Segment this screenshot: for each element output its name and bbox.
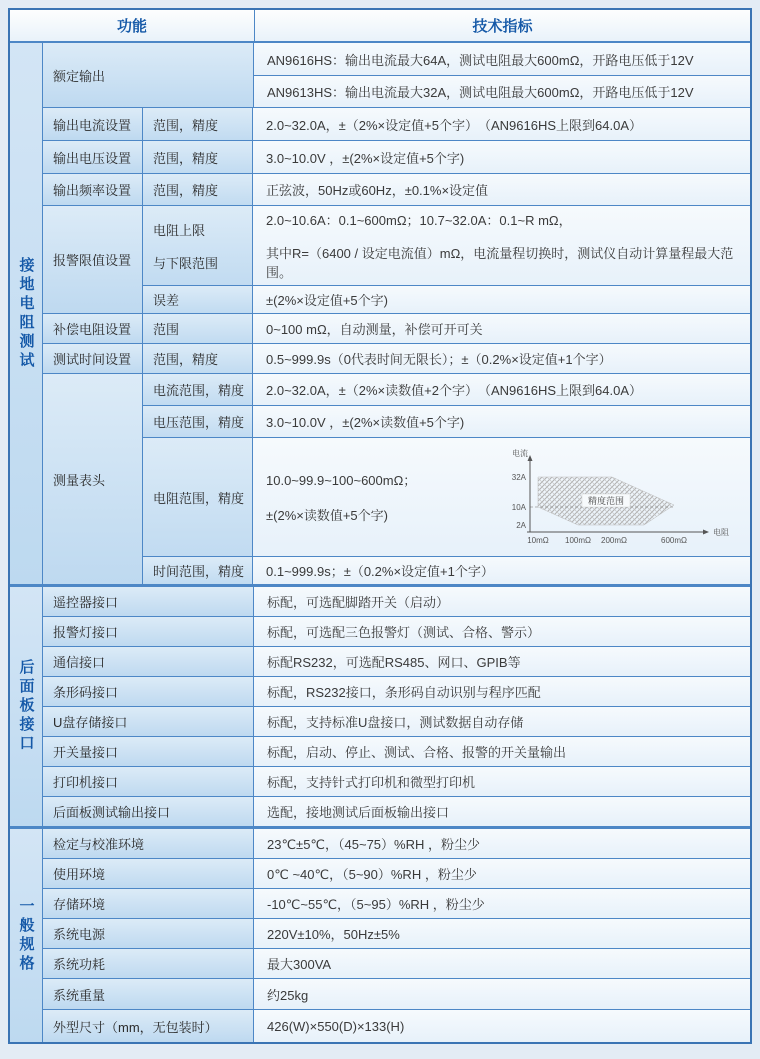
- function-cell: 使用环境: [43, 859, 254, 888]
- function-cell: 通信接口: [43, 647, 254, 676]
- spec-line: 0℃ ~40℃，（5~90）%RH ，粉尘少: [267, 867, 477, 882]
- function-cell: 存储环境: [43, 889, 254, 918]
- function-group: [43, 1009, 750, 1042]
- table-row: [254, 949, 750, 978]
- spec-line: 标配RS232，可选配RS485、网口、GPIB等: [267, 655, 521, 670]
- spec-cell: [254, 737, 750, 766]
- spec-cell: [254, 767, 750, 796]
- spec-lines: [267, 954, 331, 973]
- sub-cell: [143, 141, 253, 173]
- spec-lines: [267, 82, 694, 101]
- x-axis-label: 电阻: [713, 528, 729, 537]
- function-group: [43, 646, 750, 676]
- group-rows: [254, 677, 750, 706]
- spec-line: 3.0~10.0V ，±(2%×设定值+5个字): [266, 150, 465, 166]
- spec-line: AN9616HS：输出电流最大64A，测试电阻最大600mΩ，开路电压低于12V: [267, 52, 694, 68]
- spec-lines: [266, 148, 464, 167]
- y-axis-arrow: [528, 455, 533, 461]
- spec-line: ±(2%×读数值+5个字): [266, 508, 388, 523]
- function-cell: 条形码接口: [43, 677, 254, 706]
- table-row: [143, 206, 750, 285]
- sub-label: 与下限范围: [153, 255, 219, 271]
- table-row: [254, 919, 750, 948]
- section-groups: [43, 43, 750, 584]
- spec-line: 3.0~10.0V ，±(2%×读数值+5个字): [266, 415, 465, 430]
- group-rows: [254, 707, 750, 736]
- sub-label: 电压范围，精度: [153, 415, 245, 430]
- function-group: [43, 343, 750, 373]
- group-rows: [143, 141, 750, 173]
- spec-cell: [254, 979, 750, 1009]
- table-section: [10, 43, 750, 584]
- spec-line: 选配，接地测试后面板输出接口: [267, 805, 450, 820]
- spec-lines: [267, 50, 694, 69]
- group-rows: [254, 587, 750, 616]
- spec-lines: [267, 682, 541, 701]
- spec-lines: [267, 802, 449, 821]
- spec-cell: [254, 76, 750, 107]
- spec-lines: [266, 115, 642, 134]
- group-rows: [254, 647, 750, 676]
- function-cell: 补偿电阻设置: [43, 314, 143, 343]
- table-row: [143, 108, 750, 140]
- function-cell: 输出频率设置: [43, 174, 143, 205]
- spec-cell: [253, 206, 750, 285]
- function-group: [43, 313, 750, 343]
- function-cell: 后面板测试输出接口: [43, 797, 254, 826]
- group-rows: [254, 617, 750, 646]
- x-tick-100mohm: 100mΩ: [565, 536, 591, 545]
- spec-line: 标配，启动、停止、测试、合格、报警的开关量输出: [267, 745, 567, 760]
- spec-cell: [254, 707, 750, 736]
- table-header-row: [10, 10, 750, 43]
- sub-label: 范围，精度: [153, 183, 219, 198]
- sub-label: 时间范围，精度: [153, 564, 245, 579]
- table-row: [254, 889, 750, 918]
- function-cell: U盘存储接口: [43, 707, 254, 736]
- y-tick-10A: 10A: [511, 503, 526, 512]
- table-section: [10, 584, 750, 826]
- spec-cell: [254, 647, 750, 676]
- function-group: [43, 829, 750, 858]
- spec-lines: [267, 894, 485, 913]
- spec-lines: [267, 742, 566, 761]
- spec-lines: [266, 470, 416, 524]
- sub-cell: [143, 438, 253, 556]
- spec-line: 最大300VA: [267, 957, 332, 972]
- function-group: [43, 616, 750, 646]
- spec-lines: [266, 412, 464, 431]
- spec-cell: [254, 677, 750, 706]
- spec-cell: [253, 108, 750, 140]
- spec-lines: [266, 561, 494, 580]
- function-cell: 系统重量: [43, 979, 254, 1009]
- function-group: [43, 918, 750, 948]
- group-rows: [254, 797, 750, 826]
- function-group: [43, 706, 750, 736]
- table-row: [254, 979, 750, 1009]
- spec-cell: [253, 141, 750, 173]
- sub-label: 电阻范围，精度: [153, 490, 245, 506]
- group-rows: [254, 949, 750, 978]
- section-label: 后面板接口: [10, 587, 43, 826]
- spec-lines: [267, 592, 449, 611]
- spec-line: 标配，可选配三色报警灯（测试、合格、警示）: [267, 625, 541, 640]
- section-groups: [43, 829, 750, 1042]
- spec-line: 标配，可选配脚踏开关（启动）: [267, 595, 450, 610]
- bottom-margin: [8, 1044, 752, 1059]
- function-cell: 打印机接口: [43, 767, 254, 796]
- function-group: [43, 373, 750, 584]
- function-cell: 额定输出: [43, 43, 254, 107]
- spec-cell: [254, 859, 750, 888]
- table-row: [143, 174, 750, 205]
- function-cell: 外型尺寸（mm，无包装时）: [43, 1010, 254, 1042]
- spec-cell: [254, 889, 750, 918]
- group-rows: [143, 206, 750, 313]
- function-group: [43, 948, 750, 978]
- spec-lines: [267, 772, 475, 791]
- table-row: [143, 314, 750, 343]
- function-cell: 系统功耗: [43, 949, 254, 978]
- function-cell: 输出电压设置: [43, 141, 143, 173]
- function-group: [43, 140, 750, 173]
- function-cell: 测试时间设置: [43, 344, 143, 373]
- spec-line: 23℃±5℃，（45~75）%RH ，粉尘少: [267, 837, 480, 852]
- spec-cell: [254, 587, 750, 616]
- y-tick-32A: 32A: [511, 473, 526, 482]
- table-row: [143, 285, 750, 313]
- function-group: [43, 43, 750, 107]
- sub-label: 电阻上限: [153, 222, 206, 238]
- spec-cell: [254, 797, 750, 826]
- spec-line: 标配，RS232接口，条形码自动识别与程序匹配: [267, 685, 541, 700]
- spec-line: 426(W)×550(D)×133(H): [267, 1018, 405, 1034]
- spec-cell: [253, 314, 750, 343]
- spec-cell: [253, 174, 750, 205]
- table-row: [254, 75, 750, 107]
- group-rows: [254, 889, 750, 918]
- table-row: [254, 797, 750, 826]
- function-group: [43, 173, 750, 205]
- table-row: [143, 374, 750, 405]
- table-row: [254, 859, 750, 888]
- function-group: [43, 858, 750, 888]
- sub-cell: [143, 174, 253, 205]
- spec-lines: [267, 864, 477, 883]
- spec-cell: [253, 406, 750, 437]
- y-tick-2A: 2A: [516, 521, 526, 530]
- spec-table: [8, 8, 752, 1044]
- spec-cell: [253, 344, 750, 373]
- group-rows: [143, 374, 750, 584]
- function-cell: 测量表头: [43, 374, 143, 584]
- spec-cell: [253, 557, 750, 584]
- table-row: [254, 617, 750, 646]
- spec-line: 正弦波，50Hz或60Hz，±0.1%×设定值: [266, 183, 489, 198]
- x-tick-10mohm: 10mΩ: [527, 536, 549, 545]
- table-row: [254, 43, 750, 75]
- function-cell: 报警灯接口: [43, 617, 254, 646]
- function-cell: 开关量接口: [43, 737, 254, 766]
- spec-line: 标配，支持标准U盘接口，测试数据自动存储: [267, 715, 524, 730]
- spec-line: 0.1~999.9s；±（0.2%×设定值+1个字）: [266, 564, 494, 579]
- function-group: [43, 978, 750, 1009]
- group-rows: [254, 829, 750, 858]
- spec-table-body: [10, 43, 750, 1042]
- function-cell: 输出电流设置: [43, 108, 143, 140]
- sub-label: 误差: [153, 293, 180, 308]
- header-function: 功能: [10, 10, 255, 41]
- function-group: [43, 766, 750, 796]
- group-rows: [143, 108, 750, 140]
- spec-cell: [254, 949, 750, 978]
- section-groups: [43, 587, 750, 826]
- table-row: [254, 767, 750, 796]
- sub-label: 范围，精度: [153, 150, 219, 166]
- group-rows: [143, 344, 750, 373]
- header-spec: 技术指标: [255, 10, 750, 41]
- function-group: [43, 205, 750, 313]
- group-rows: [254, 979, 750, 1009]
- y-axis-label: 电流: [512, 449, 528, 458]
- spec-line: 10.0~99.9~100~600mΩ；: [266, 473, 417, 488]
- spec-line: 0.5~999.9s（0代表时间无限长）；±（0.2%×设定值+1个字）: [266, 352, 612, 367]
- spec-line: 2.0~32.0A，±（2%×设定值+5个字） （AN9616HS上限到64.0A）: [266, 117, 642, 133]
- table-row: [254, 587, 750, 616]
- section-label: 接地电阻测试: [10, 43, 43, 584]
- spec-lines: [266, 180, 488, 199]
- function-cell: 遥控器接口: [43, 587, 254, 616]
- table-row: [143, 344, 750, 373]
- sub-cell: [143, 557, 253, 584]
- table-row: [143, 141, 750, 173]
- spec-cell: [254, 829, 750, 858]
- spec-cell: [254, 43, 750, 75]
- function-group: [43, 587, 750, 616]
- sub-label: 范围，精度: [153, 117, 219, 133]
- group-rows: [143, 174, 750, 205]
- sub-cell: [143, 314, 253, 343]
- x-axis-arrow: [703, 530, 709, 535]
- spec-cell: [253, 374, 750, 405]
- x-tick-200mohm: 200mΩ: [601, 536, 627, 545]
- group-rows: [254, 737, 750, 766]
- table-row: [254, 707, 750, 736]
- spec-lines: [267, 1019, 404, 1034]
- sub-cell: [143, 108, 253, 140]
- section-label: 一般规格: [10, 829, 43, 1042]
- function-cell: 系统电源: [43, 919, 254, 948]
- spec-line: 2.0~32.0A，±（2%×读数值+2个字） （AN9616HS上限到64.0A）: [266, 383, 642, 398]
- sub-cell: [143, 206, 253, 285]
- function-group: [43, 888, 750, 918]
- function-cell: 报警限值设置: [43, 206, 143, 313]
- function-group: [43, 736, 750, 766]
- sub-cell: [143, 344, 253, 373]
- spec-line: 2.0~10.6A：0.1~600mΩ；10.7~32.0A：0.1~R mΩ，: [266, 213, 572, 228]
- table-row: [143, 556, 750, 584]
- group-rows: [254, 859, 750, 888]
- spec-lines: [267, 622, 540, 641]
- spec-lines: [266, 380, 642, 399]
- spec-cell: [254, 919, 750, 948]
- function-group: [43, 676, 750, 706]
- sub-label: 范围: [153, 322, 180, 337]
- spec-lines: [267, 924, 400, 943]
- spec-lines: [267, 652, 521, 671]
- spec-lines: [266, 319, 483, 338]
- spec-line: 220V±10%，50Hz±5%: [267, 927, 400, 942]
- spec-line: 0~100 mΩ，自动测量，补偿可开可关: [266, 322, 483, 337]
- table-row: [254, 829, 750, 858]
- spec-lines: [267, 712, 523, 731]
- spec-cell: [253, 286, 750, 313]
- spec-cell: [254, 617, 750, 646]
- x-tick-600mohm: 600mΩ: [661, 536, 687, 545]
- sub-cell: [143, 374, 253, 405]
- group-rows: [254, 767, 750, 796]
- table-row: [143, 405, 750, 437]
- table-section: [10, 826, 750, 1042]
- table-row: [143, 437, 750, 556]
- function-cell: 检定与校准环境: [43, 829, 254, 858]
- spec-lines: [267, 834, 480, 853]
- region-label: 精度范围: [587, 496, 625, 506]
- group-rows: [254, 919, 750, 948]
- spec-cell: [253, 438, 750, 556]
- spec-line: AN9613HS：输出电流最大32A，测试电阻最大600mΩ，开路电压低于12V: [267, 85, 694, 100]
- sub-label: 电流范围，精度: [153, 383, 245, 398]
- group-rows: [143, 314, 750, 343]
- spec-line: 标配，支持针式打印机和微型打印机: [267, 775, 476, 790]
- spec-lines: [266, 290, 388, 309]
- accuracy-range-chart: [492, 447, 732, 547]
- spec-line: ±(2%×设定值+5个字): [266, 293, 388, 308]
- sub-cell: [143, 406, 253, 437]
- sub-cell: [143, 286, 253, 313]
- spec-lines: [266, 210, 744, 281]
- table-row: [254, 647, 750, 676]
- spec-line: 约25kg: [267, 987, 309, 1003]
- group-rows: [254, 43, 750, 107]
- sub-label: 范围，精度: [153, 352, 219, 367]
- spec-lines: [267, 985, 308, 1004]
- function-group: [43, 796, 750, 826]
- table-row: [254, 677, 750, 706]
- spec-lines: [266, 349, 612, 368]
- spec-line: -10℃~55℃，（5~95）%RH ，粉尘少: [267, 897, 485, 912]
- spec-line: 其中R=（6400 / 设定电流值）mΩ，电流量程切换时，测试仪自动计算量程最大范围。: [266, 246, 734, 280]
- function-group: [43, 107, 750, 140]
- table-row: [254, 737, 750, 766]
